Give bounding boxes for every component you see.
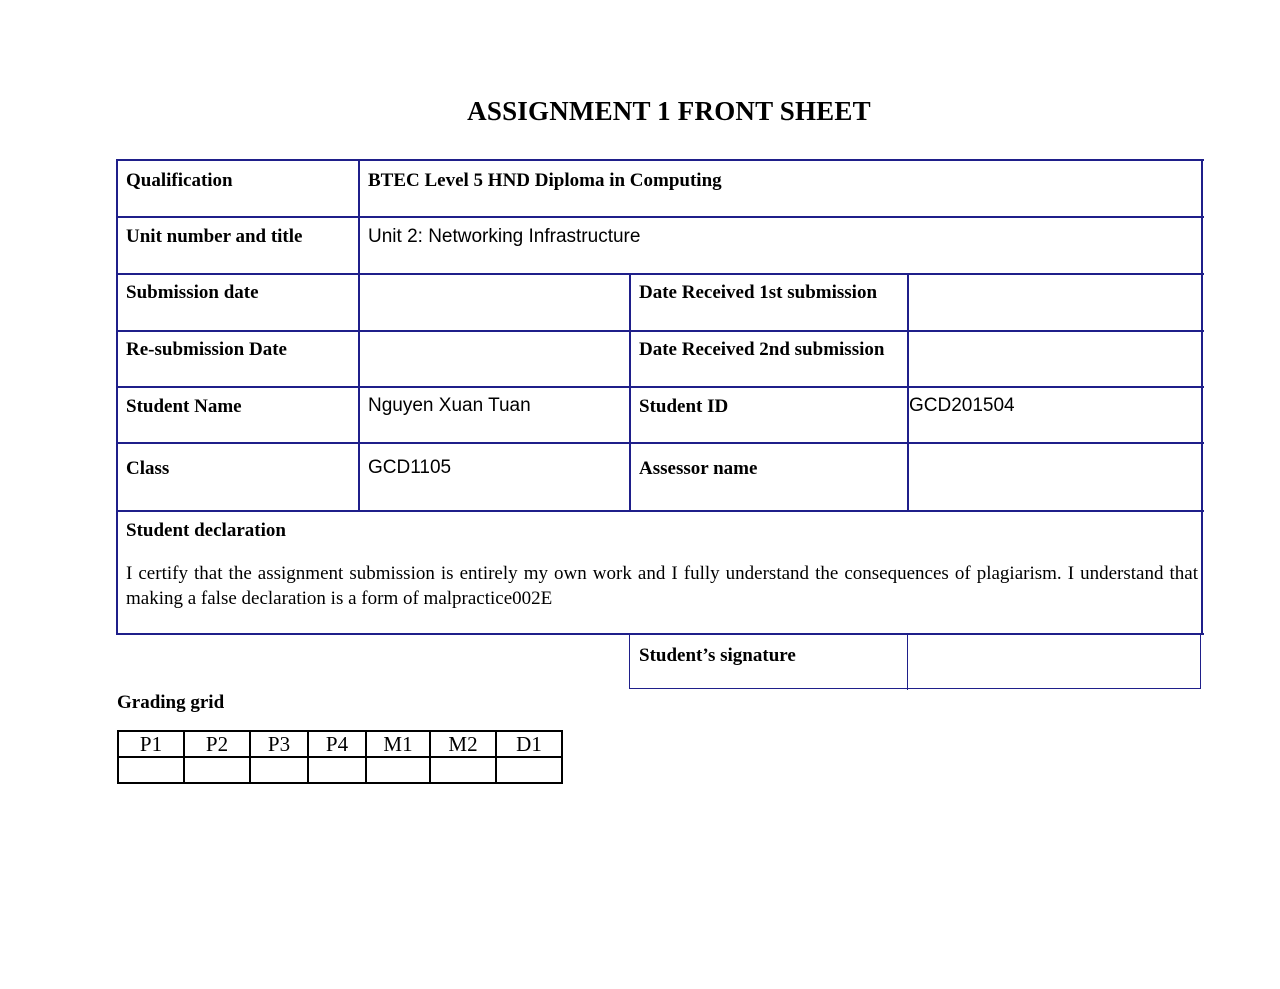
- student-name-label: Student Name: [126, 396, 242, 417]
- grading-header-row: [118, 731, 562, 757]
- table-divider: [116, 273, 1204, 275]
- student-id-value: GCD201504: [909, 395, 1015, 416]
- grading-grid-title: Grading grid: [117, 692, 225, 713]
- table-divider: [116, 216, 1204, 218]
- table-col-divider: [907, 273, 909, 512]
- grading-grid: [117, 730, 563, 784]
- class-value: GCD1105: [368, 457, 452, 478]
- grade-header-m1: M1: [366, 731, 430, 757]
- declaration-label: Student declaration: [126, 520, 286, 541]
- grade-header-p2: P2: [184, 731, 250, 757]
- assessor-label: Assessor name: [639, 458, 758, 479]
- student-name-value: Nguyen Xuan Tuan: [368, 395, 531, 416]
- grade-cell-m2[interactable]: [430, 757, 496, 783]
- grade-cell-p3[interactable]: [250, 757, 308, 783]
- qualification-value: BTEC Level 5 HND Diploma in Computing: [368, 170, 722, 191]
- grade-cell-m1[interactable]: [366, 757, 430, 783]
- table-divider: [116, 330, 1204, 332]
- grade-cell-p4[interactable]: [308, 757, 366, 783]
- table-col-divider: [629, 273, 631, 512]
- table-border-left: [116, 159, 118, 635]
- grade-header-d1: D1: [496, 731, 562, 757]
- grade-header-p4: P4: [308, 731, 366, 757]
- grade-header-p1: P1: [118, 731, 184, 757]
- declaration-text: I certify that the assignment submission is entirely my own work and I fully understand the consequences of plagiarism. I understand that making a false declaration is a form of malpractice002E: [126, 563, 1198, 609]
- grade-cell-d1[interactable]: [496, 757, 562, 783]
- table-border-top: [116, 159, 1204, 161]
- unit-label: Unit number and title: [126, 226, 303, 247]
- class-label: Class: [126, 458, 170, 479]
- resubmission-date-label: Re-submission Date: [126, 339, 287, 360]
- grade-cell-p2[interactable]: [184, 757, 250, 783]
- grade-header-p3: P3: [250, 731, 308, 757]
- submission-date-label: Submission date: [126, 282, 259, 303]
- qualification-label: Qualification: [126, 170, 233, 191]
- table-divider: [116, 442, 1204, 444]
- table-border-right: [1201, 159, 1203, 635]
- table-divider: [116, 386, 1204, 388]
- table-col-divider: [358, 159, 360, 512]
- date-received-2-label: Date Received 2nd submission: [639, 339, 885, 360]
- grade-cell-p1[interactable]: [118, 757, 184, 783]
- grading-value-row: [118, 757, 562, 783]
- date-received-1-label: Date Received 1st submission: [639, 282, 878, 303]
- grade-header-m2: M2: [430, 731, 496, 757]
- student-id-label: Student ID: [639, 396, 729, 417]
- signature-divider: [907, 634, 908, 690]
- signature-label: Student’s signature: [639, 645, 796, 666]
- document-title: ASSIGNMENT 1 FRONT SHEET: [467, 96, 871, 126]
- unit-value: Unit 2: Networking Infrastructure: [368, 226, 641, 247]
- table-divider: [116, 510, 1204, 512]
